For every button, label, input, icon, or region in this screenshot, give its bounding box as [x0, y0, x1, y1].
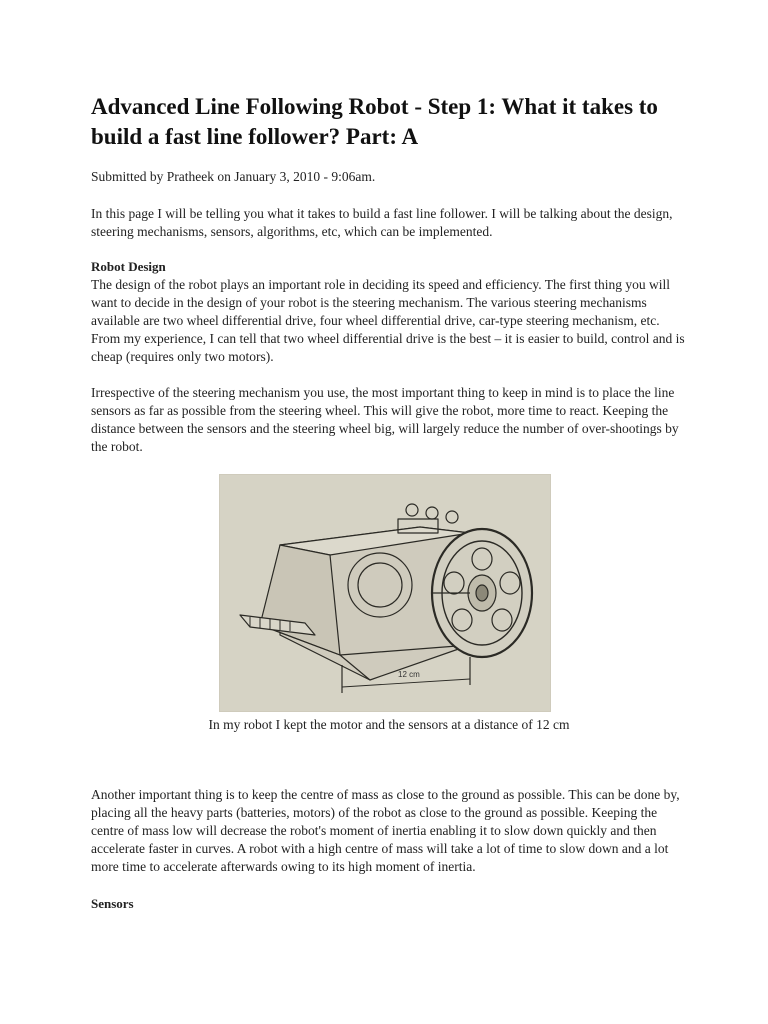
robot-design-paragraph-1: The design of the robot plays an important role in deciding its speed and efficiency. The first thing you will want to decide in the design of your robot is the steering mechanism. The various steering mechanisms available are two wheel differential drive, four wheel differential drive, car-type steering mechanism, etc. From my experience, I can tell that two wheel differential drive is the best – it is easier to build, control and is cheap (requires only two motors). [91, 277, 685, 364]
article-title: Advanced Line Following Robot - Step 1: What it takes to build a fast line follower? Part: A [91, 94, 658, 149]
robot-design-paragraph-2: Irrespective of the steering mechanism you use, the most important thing to keep in mind is to place the line sensors as far as possible from the steering wheel. This will give the robot, more time to react. Keeping the distance between the sensors and the steering wheel big, will largely reduce the number of over-shootings by the robot. [91, 385, 679, 454]
dimension-label: 12 cm [398, 670, 420, 679]
robot-sketch-illustration [220, 475, 550, 711]
section-heading-robot-design: Robot Design [91, 259, 166, 274]
section-heading-sensors: Sensors [91, 896, 134, 911]
article [91, 92, 687, 913]
submitted-line: Submitted by Pratheek on January 3, 2010 - 9:06am. [91, 169, 376, 184]
intro-paragraph: In this page I will be telling you what it takes to build a fast line follower. I will be talking about the design, steering mechanisms, sensors, algorithms, etc, which can be implemented. [91, 206, 673, 239]
robot-design-paragraph-3: Another important thing is to keep the centre of mass as close to the ground as possible. This can be done by, placing all the heavy parts (batteries, motors) of the robot as close to the ground as possible. Keeping the centre of mass low will decrease the robot's moment of inertia enabling it to slow down quickly and then accelerate faster in curves. A robot with a high centre of mass will take a lot of time to slow down and a lot more time to accelerate afterwards owing to its high moment of inertia. [91, 787, 680, 874]
robot-sketch-figure [219, 474, 551, 712]
figure-caption: In my robot I kept the motor and the sensors at a distance of 12 cm [208, 717, 570, 732]
